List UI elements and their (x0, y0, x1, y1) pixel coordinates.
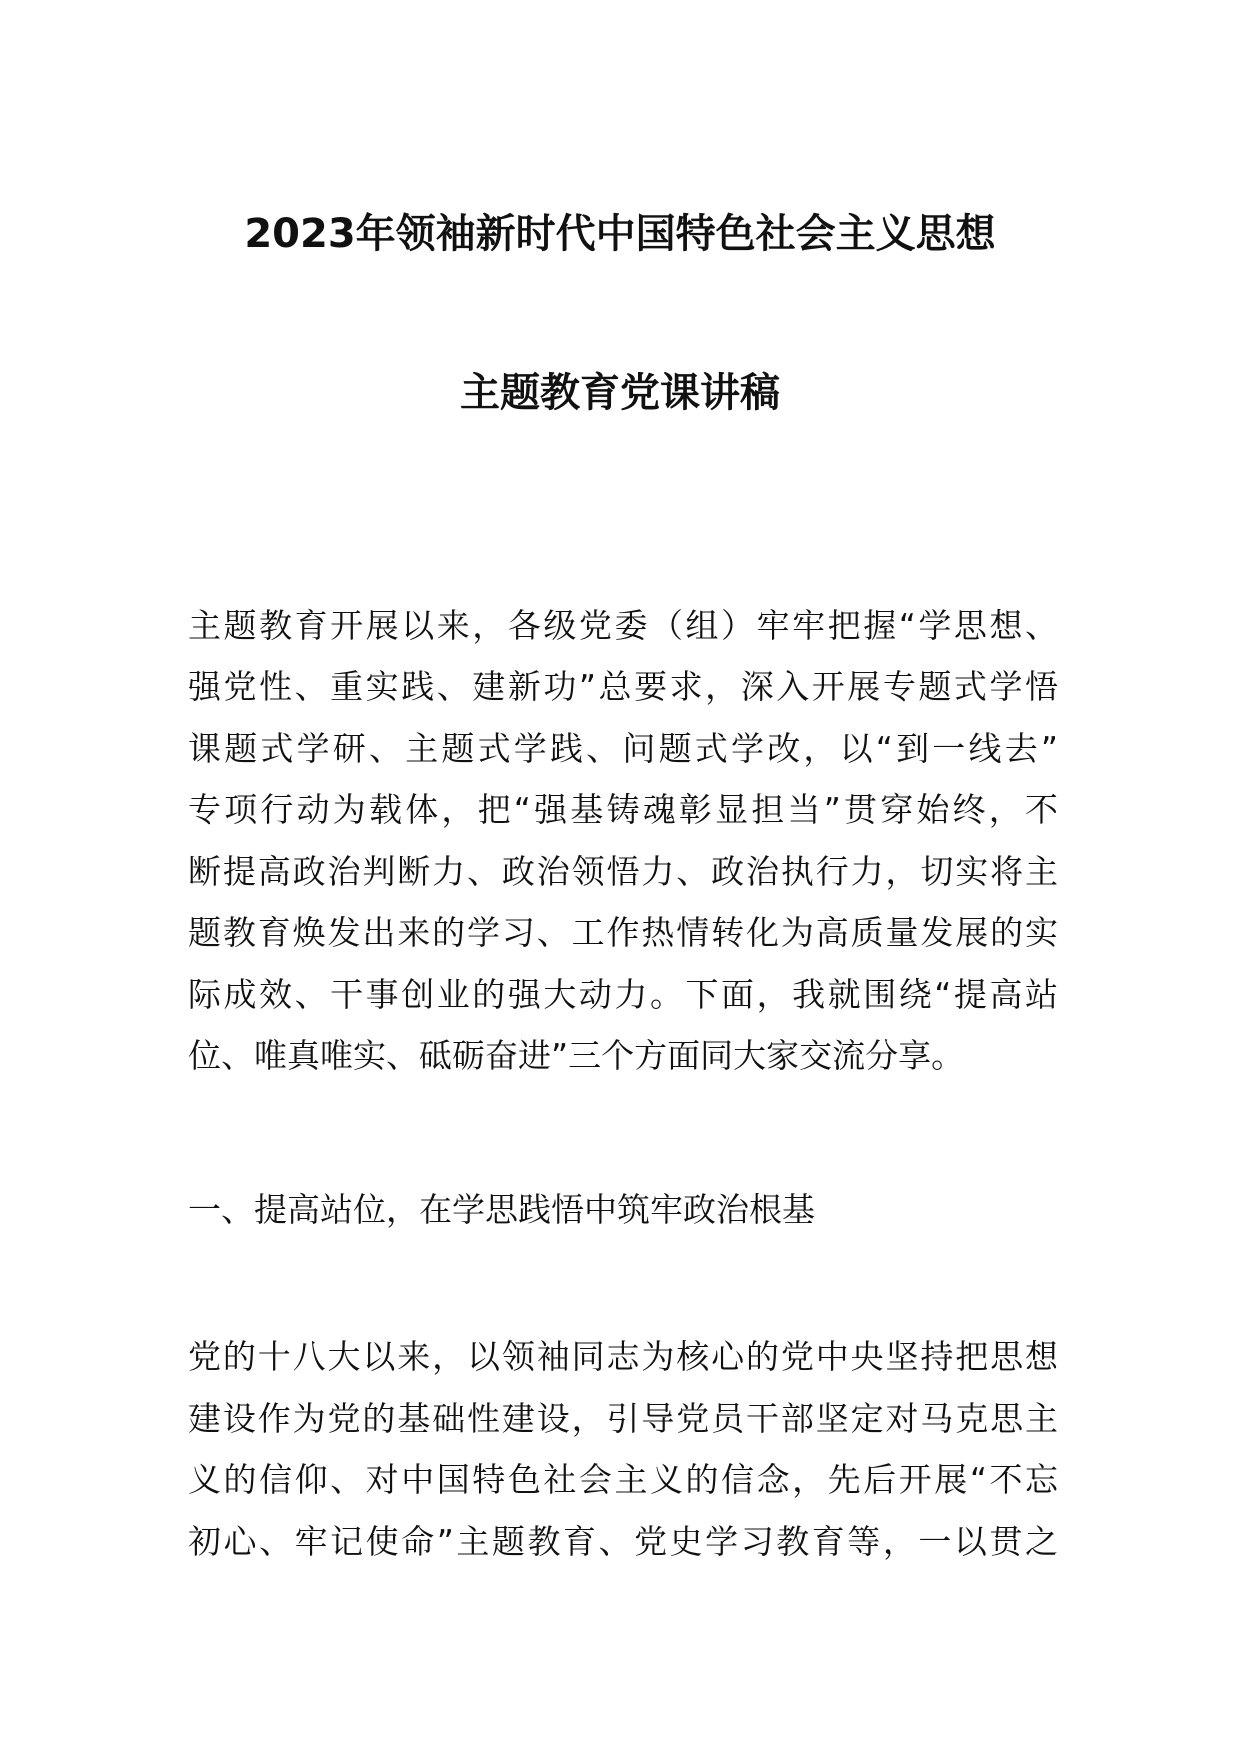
paragraph-2-line: 建设作为党的基础性建设，引导党员干部坚定对马克思主 (188, 1399, 1058, 1438)
paragraph-1-line: 强党性、重实践、建新功”总要求，深入开展专题式学悟 (188, 667, 1058, 706)
paragraph-2-line: 初心、牢记使命”主题教育、党史学习教育等，一以贯之 (188, 1522, 1058, 1561)
document-title-line-2: 主题教育党课讲稿 (460, 370, 780, 416)
paragraph-1-line: 专项行动为载体，把“强基铸魂彰显担当”贯穿始终，不 (188, 790, 1058, 829)
paragraph-2-line: 义的信仰、对中国特色社会主义的信念，先后开展“不忘 (188, 1460, 1058, 1499)
document-title-line-1: 2023年领袖新时代中国特色社会主义思想 (244, 211, 996, 257)
paragraph-1-line: 题教育焕发出来的学习、工作热情转化为高质量发展的实 (188, 913, 1058, 952)
section-1-heading: 一、提高站位，在学思践悟中筑牢政治根基 (188, 1190, 815, 1229)
paragraph-2-line: 党的十八大以来，以领袖同志为核心的党中央坚持把思想 (188, 1337, 1058, 1376)
paragraph-1-line: 际成效、干事创业的强大动力。下面，我就围绕“提高站 (188, 975, 1058, 1014)
paragraph-1-line: 课题式学研、主题式学践、问题式学改，以“到一线去” (188, 729, 1058, 768)
paragraph-1-line: 位、唯真唯实、砥砺奋进”三个方面同大家交流分享。 (188, 1036, 965, 1075)
paragraph-1-line: 断提高政治判断力、政治领悟力、政治执行力，切实将主 (188, 852, 1058, 891)
paragraph-1-line: 主题教育开展以来，各级党委（组）牢牢把握“学思想、 (188, 606, 1058, 645)
